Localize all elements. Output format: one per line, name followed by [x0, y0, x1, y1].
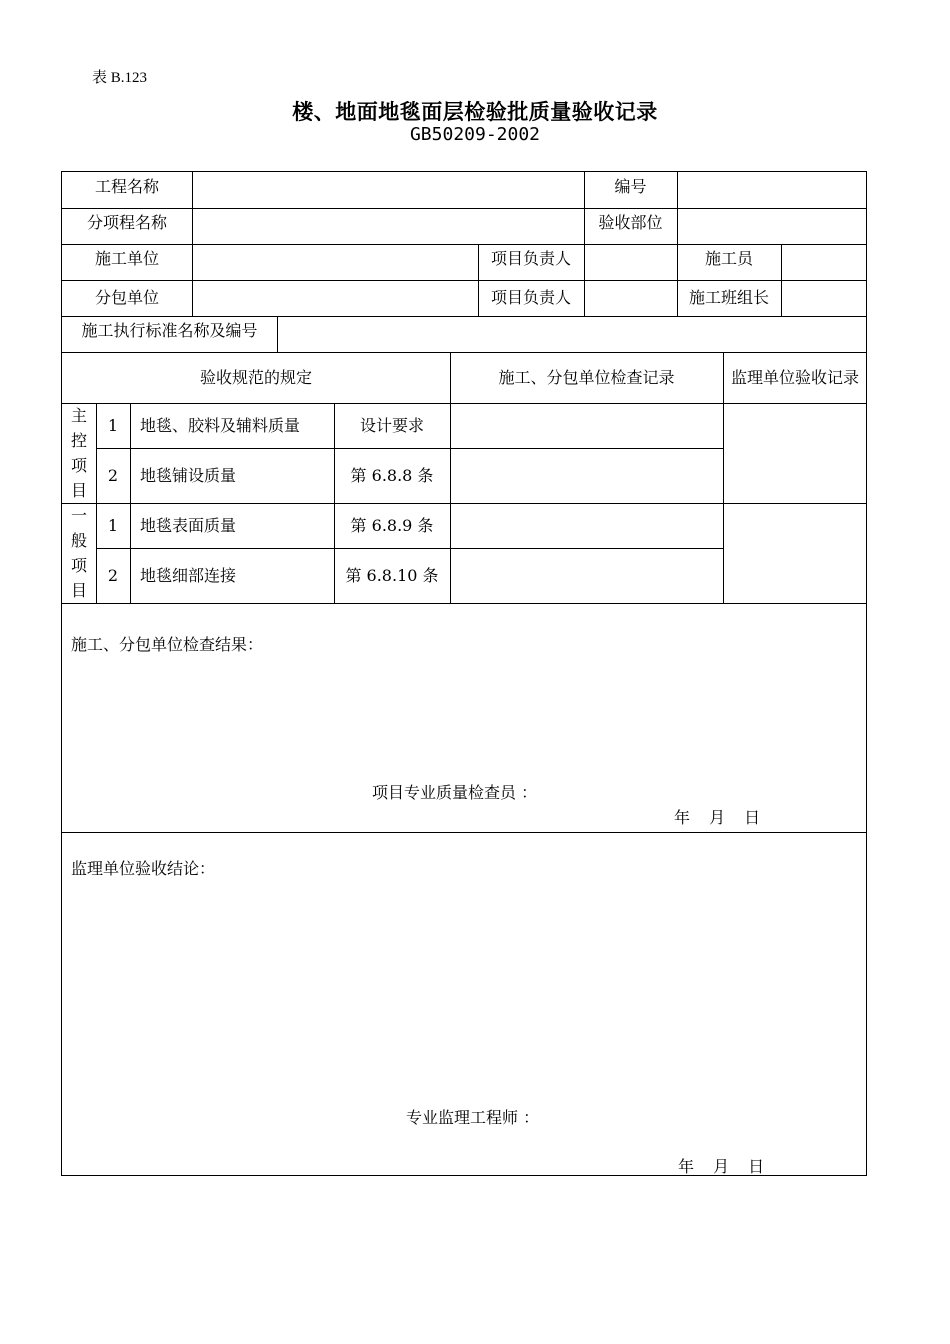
constructor-field[interactable]	[781, 244, 867, 280]
project-leader-field[interactable]	[584, 280, 677, 316]
item-requirement: 第 6.8.10 条	[345, 565, 439, 585]
item-name: 地毯铺设质量	[140, 465, 237, 485]
inspection-form	[61, 171, 867, 1176]
check-record-field[interactable]	[450, 403, 723, 448]
item-name: 地毯、胶料及辅料质量	[140, 415, 301, 435]
item-number: 2	[107, 465, 119, 485]
engineer-label: 专业监理工程师 ：	[406, 1108, 540, 1127]
project-name-label: 工程名称	[94, 177, 159, 196]
item-requirement: 第 6.8.9 条	[350, 515, 434, 535]
check-record-field[interactable]	[450, 448, 723, 503]
team-leader-label: 施工班组长	[688, 288, 769, 307]
record-header: 施工、分包单位检查记录	[498, 367, 675, 387]
item-number: 1	[107, 515, 119, 535]
supervision-date: 年 月 日	[678, 1157, 765, 1176]
item-name: 地毯细部连接	[140, 565, 237, 585]
check-result-label: 施工、分包单位检查结果：	[71, 635, 264, 654]
table-id: 表 B.123	[92, 70, 148, 86]
supervision-header: 监理单位验收记录	[730, 367, 859, 387]
spec-header: 验收规范的规定	[199, 367, 312, 387]
team-leader-field[interactable]	[781, 280, 867, 316]
acceptance-part-field[interactable]	[677, 208, 867, 244]
general-group-label: 一般项目	[71, 506, 88, 600]
subproject-name-field[interactable]	[192, 208, 584, 244]
subcontract-unit-label: 分包单位	[94, 288, 159, 307]
page-title: 楼、地面地毯面层检验批质量验收记录	[292, 100, 658, 124]
project-leader-field[interactable]	[584, 244, 677, 280]
subcontract-unit-field[interactable]	[192, 280, 478, 316]
check-record-field[interactable]	[450, 503, 723, 548]
item-number: 2	[107, 565, 119, 585]
standard-name-label: 施工执行标准名称及编号	[81, 321, 258, 340]
check-result-date: 年 月 日	[674, 808, 761, 827]
construction-unit-field[interactable]	[192, 244, 478, 280]
number-field[interactable]	[677, 172, 867, 208]
acceptance-part-label: 验收部位	[598, 213, 663, 232]
project-leader-label: 项目负责人	[490, 288, 571, 307]
number-label: 编号	[614, 177, 647, 196]
supervision-conclusion-label: 监理单位验收结论：	[71, 859, 216, 878]
construction-unit-label: 施工单位	[94, 249, 159, 268]
project-leader-label: 项目负责人	[490, 249, 571, 268]
item-name: 地毯表面质量	[140, 515, 237, 535]
standard-name-field[interactable]	[277, 316, 867, 352]
item-number: 1	[107, 415, 119, 435]
project-name-field[interactable]	[192, 172, 584, 208]
item-requirement: 第 6.8.8 条	[350, 465, 434, 485]
standard-code: GB50209-2002	[409, 124, 541, 145]
inspector-label: 项目专业质量检查员 ：	[372, 783, 538, 802]
constructor-label: 施工员	[704, 249, 753, 268]
main-control-group-label: 主控项目	[71, 406, 88, 500]
subproject-name-label: 分项程名称	[86, 213, 167, 232]
check-record-field[interactable]	[450, 548, 723, 603]
supervision-record-field[interactable]	[723, 503, 867, 603]
supervision-record-field[interactable]	[723, 403, 867, 503]
item-requirement: 设计要求	[359, 415, 424, 435]
